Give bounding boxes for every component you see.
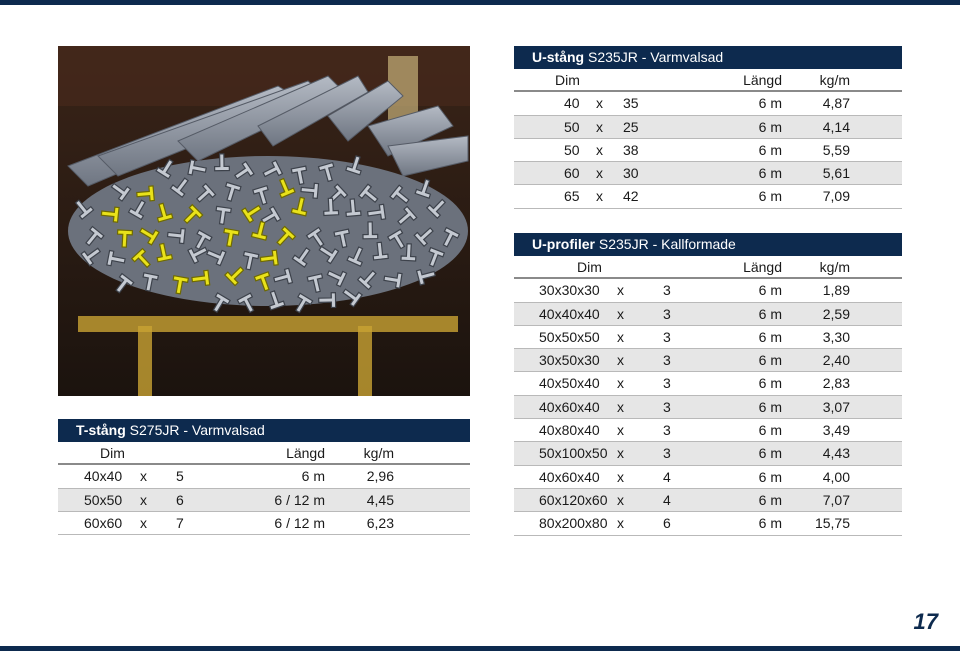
times-sign: x [617,398,624,415]
length-value: 6 m [758,491,782,508]
dim-value: 60x60 [84,514,123,531]
length-value: 6 m [758,422,782,439]
times-sign: x [617,352,624,369]
thickness-value: 3 [663,422,671,439]
col-weight: kg/m [819,259,850,275]
dim-value: 30x50x30 [539,352,600,369]
top-accent-bar [0,0,960,5]
dim-value: 50 [564,118,580,135]
col-length: Längd [286,445,325,461]
dim-value: 40x40x40 [539,305,600,322]
weight-value: 1,89 [822,282,850,299]
thickness-value: 5 [176,468,184,485]
length-value: 6 m [758,328,782,345]
dim-value: 40x60x40 [539,468,600,485]
length-value: 6 m [758,398,782,415]
times-sign: x [140,468,147,485]
table-title-rest: S235JR - Kallformade [598,236,736,252]
table-row [514,466,902,489]
length-value: 6 m [758,282,782,299]
thickness-value: 3 [663,328,671,345]
weight-value: 4,00 [822,468,850,485]
dim-value: 80x200x80 [539,515,608,532]
weight-value: 2,83 [822,375,850,392]
length-value: 6 m [758,305,782,322]
weight-value: 3,07 [822,398,850,415]
table-title-bold: T-stång [76,422,126,438]
dim-value: 40x40 [84,468,123,485]
length-value: 6 / 12 m [274,514,325,531]
thickness-value: 3 [663,305,671,322]
table-row [58,465,470,488]
table-row [514,139,902,162]
table-title-bold: U-profiler [532,236,595,252]
table-row [514,326,902,349]
table-row [514,396,902,419]
times-sign: x [617,445,624,462]
table-row [514,92,902,115]
weight-value: 2,40 [822,352,850,369]
thickness-value: 3 [663,398,671,415]
weight-value: 15,75 [814,515,850,532]
times-sign: x [617,491,624,508]
weight-value: 7,07 [822,491,850,508]
table-title-rest: S235JR - Varmvalsad [588,49,724,65]
weight-value: 4,87 [822,95,850,112]
length-value: 6 m [301,468,325,485]
thickness-value: 4 [663,468,671,485]
table-title-bold: U-stång [532,49,585,65]
weight-value: 5,61 [822,165,850,182]
table-row [514,303,902,326]
dim-value: 60x120x60 [539,491,608,508]
times-sign: x [596,141,603,158]
table-title [514,233,902,256]
weight-value: 2,96 [366,468,394,485]
thickness-value: 7 [176,514,184,531]
table-title [58,419,470,442]
length-value: 6 m [758,375,782,392]
length-value: 6 m [758,188,782,205]
table-row [514,349,902,372]
length-value: 6 m [758,165,782,182]
steel-profiles-photo [58,46,470,396]
thickness-value: 30 [623,165,639,182]
times-sign: x [617,328,624,345]
dim-value: 50 [564,141,580,158]
length-value: 6 / 12 m [274,491,325,508]
table-row [514,372,902,395]
length-value: 6 m [758,141,782,158]
table-row [514,442,902,465]
dim-value: 40x60x40 [539,398,600,415]
thickness-value: 6 [663,515,671,532]
table-row [514,162,902,185]
times-sign: x [140,491,147,508]
times-sign: x [617,282,624,299]
thickness-value: 25 [623,118,639,135]
length-value: 6 m [758,468,782,485]
thickness-value: 6 [176,491,184,508]
times-sign: x [596,188,603,205]
table-row [514,512,902,535]
table-row [58,489,470,512]
col-length: Längd [743,72,782,88]
weight-value: 4,43 [822,445,850,462]
table-row [514,279,902,302]
table-row [514,489,902,512]
dim-value: 50x100x50 [539,445,608,462]
col-weight: kg/m [363,445,394,461]
t-stang-table [58,419,470,535]
col-weight: kg/m [819,72,850,88]
weight-value: 6,23 [366,514,394,531]
thickness-value: 3 [663,445,671,462]
length-value: 6 m [758,95,782,112]
table-row [58,512,470,535]
table-title [514,46,902,69]
col-dim: Dim [100,445,125,461]
weight-value: 3,30 [822,328,850,345]
weight-value: 4,14 [822,118,850,135]
table-row [514,419,902,442]
dim-value: 40x80x40 [539,422,600,439]
length-value: 6 m [758,445,782,462]
weight-value: 7,09 [822,188,850,205]
times-sign: x [617,515,624,532]
times-sign: x [140,514,147,531]
length-value: 6 m [758,352,782,369]
dim-value: 65 [564,188,580,205]
dim-value: 40x50x40 [539,375,600,392]
length-value: 6 m [758,118,782,135]
times-sign: x [596,118,603,135]
column-header-row [58,442,470,465]
thickness-value: 3 [663,375,671,392]
col-dim: Dim [577,259,602,275]
times-sign: x [617,468,624,485]
thickness-value: 42 [623,188,639,205]
dim-value: 60 [564,165,580,182]
length-value: 6 m [758,515,782,532]
u-stang-table [514,46,902,209]
thickness-value: 35 [623,95,639,112]
column-header-row [514,69,902,92]
table-title-rest: S275JR - Varmvalsad [129,422,265,438]
times-sign: x [596,95,603,112]
dim-value: 30x30x30 [539,282,600,299]
steel-profiles-illustration [58,46,470,396]
dim-value: 50x50x50 [539,328,600,345]
thickness-value: 3 [663,282,671,299]
thickness-value: 38 [623,141,639,158]
thickness-value: 3 [663,352,671,369]
weight-value: 2,59 [822,305,850,322]
times-sign: x [596,165,603,182]
col-length: Längd [743,259,782,275]
column-header-row [514,256,902,279]
weight-value: 5,59 [822,141,850,158]
bottom-accent-bar [0,646,960,651]
thickness-value: 4 [663,491,671,508]
times-sign: x [617,422,624,439]
dim-value: 40 [564,95,580,112]
table-row [514,185,902,208]
times-sign: x [617,375,624,392]
weight-value: 3,49 [822,422,850,439]
weight-value: 4,45 [366,491,394,508]
col-dim: Dim [555,72,580,88]
dim-value: 50x50 [84,491,123,508]
table-row [514,116,902,139]
times-sign: x [617,305,624,322]
u-profiler-table [514,233,902,536]
page-number: 17 [913,609,938,634]
